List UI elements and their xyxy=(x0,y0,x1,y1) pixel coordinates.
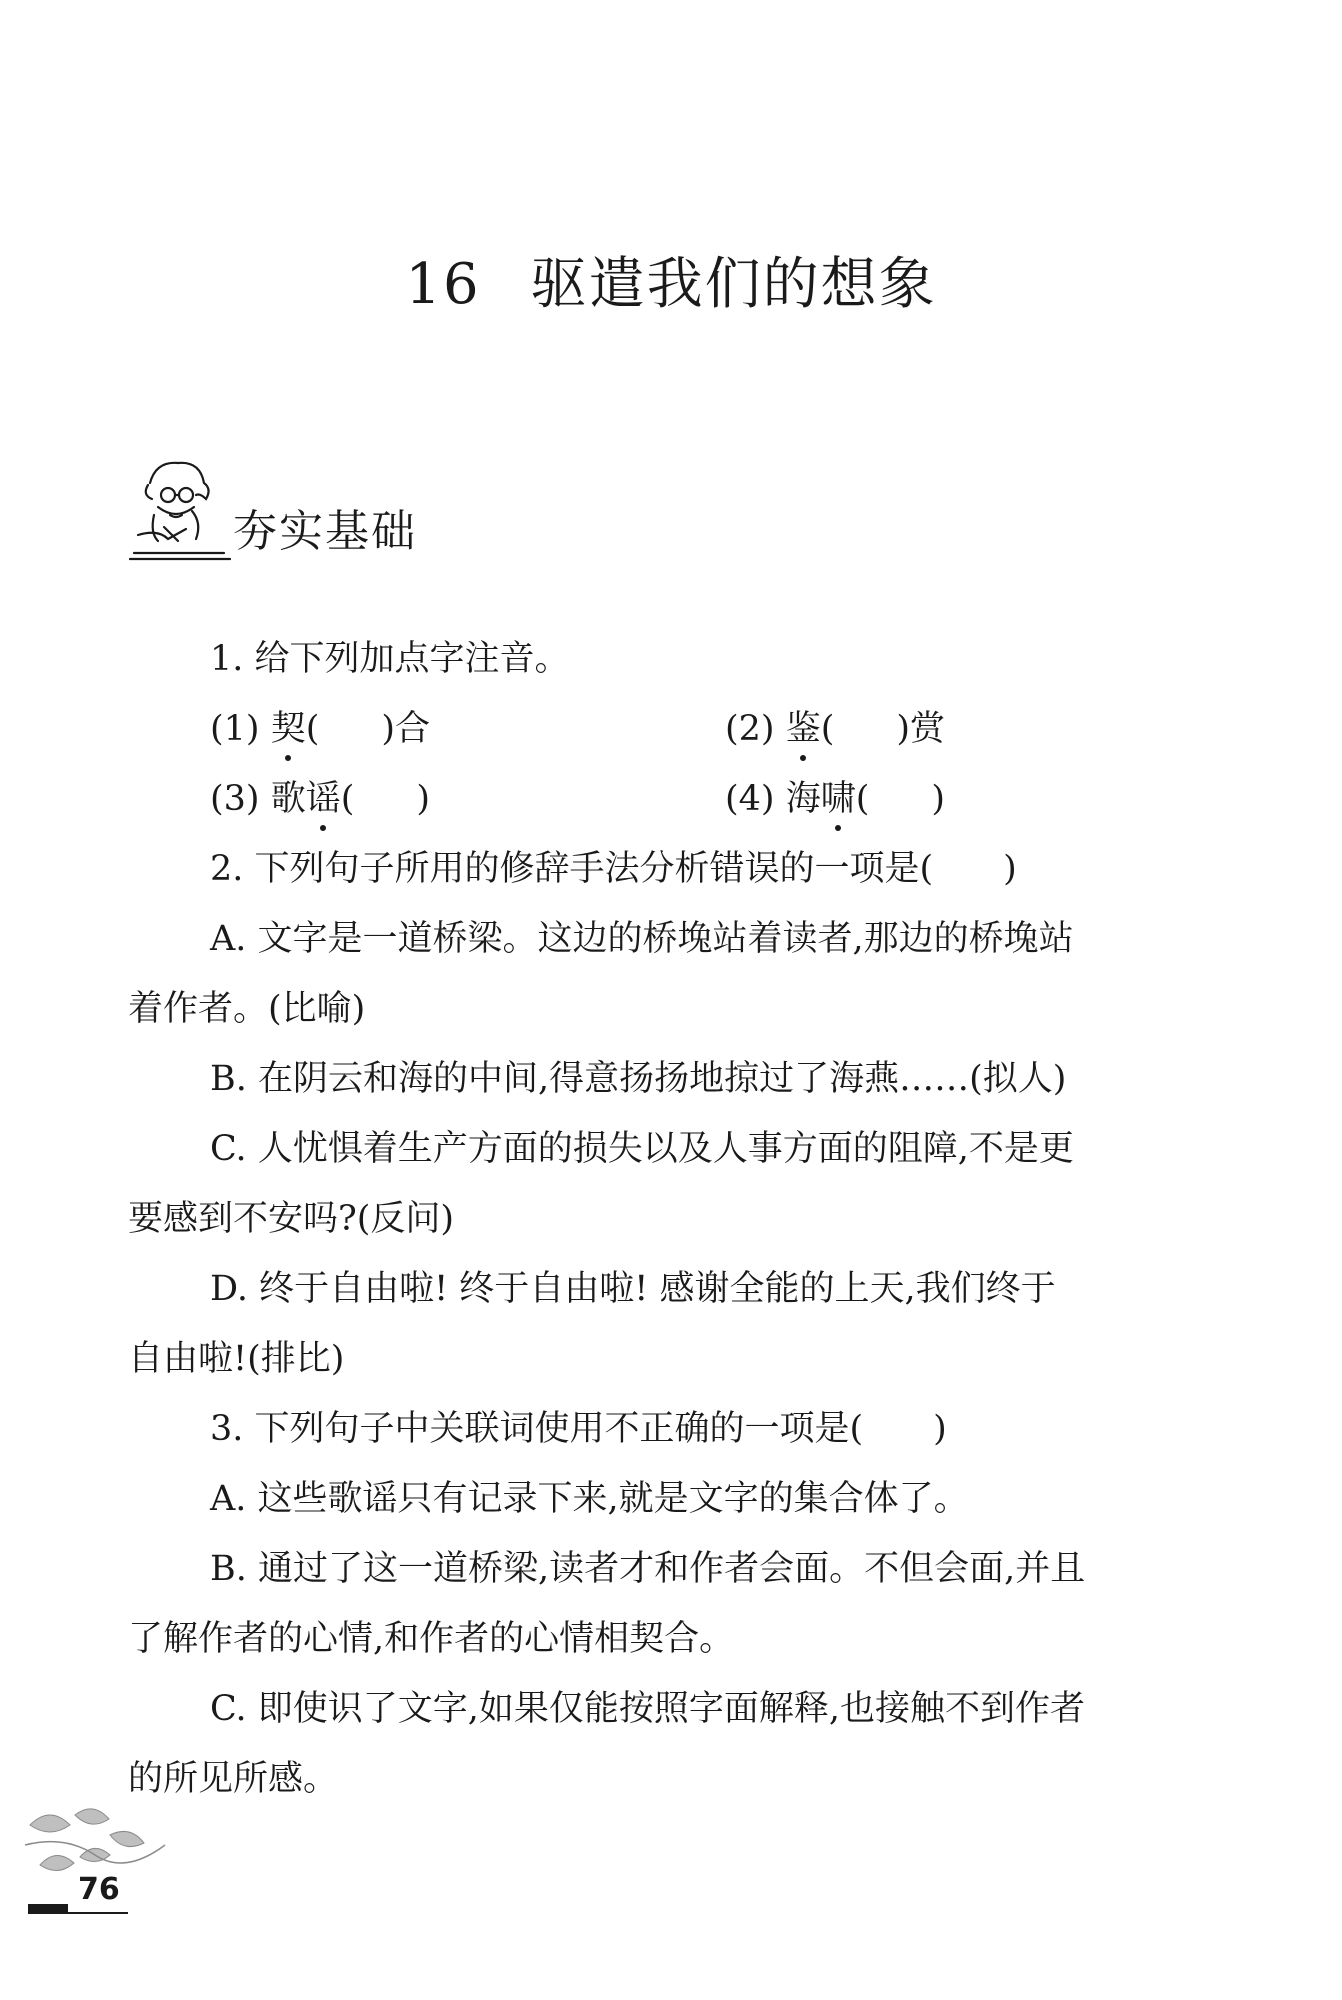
section-heading: 夯实基础 xyxy=(233,506,417,557)
q1-item-4: (4) 海啸( ) xyxy=(725,779,946,819)
lesson-title-text: 驱遣我们的想象 xyxy=(530,252,937,317)
q1-item-2: (2) 鉴( )赏 xyxy=(725,709,946,749)
q3-option-c-cont: 的所见所感。 xyxy=(128,1759,339,1799)
q3-option-c: C. 即使识了文字,如果仅能按照字面解释,也接触不到作者 xyxy=(210,1689,1086,1729)
q3-option-b-cont: 了解作者的心情,和作者的心情相契合。 xyxy=(128,1619,735,1659)
lesson-title xyxy=(0,240,1342,320)
footer-rule xyxy=(28,1912,128,1914)
q1-item-3: (3) 歌谣( ) xyxy=(210,779,431,819)
lesson-number: 16 xyxy=(405,252,481,317)
page-number: 76 xyxy=(78,1872,120,1907)
q2-option-a-cont: 着作者。(比喻) xyxy=(128,989,366,1029)
dotted-char: 鉴 xyxy=(785,709,821,749)
q3-option-a: A. 这些歌谣只有记录下来,就是文字的集合体了。 xyxy=(210,1479,969,1519)
section-header xyxy=(128,455,488,565)
footer-bar xyxy=(28,1904,68,1912)
teacher-mascot-icon xyxy=(128,455,238,565)
q3-stem: 3. 下列句子中关联词使用不正确的一项是( ) xyxy=(210,1409,947,1449)
q2-option-c-cont: 要感到不安吗?(反问) xyxy=(128,1199,455,1239)
q1-stem: 1. 给下列加点字注音。 xyxy=(210,639,570,679)
dotted-char: 啸 xyxy=(820,779,856,819)
q2-stem: 2. 下列句子所用的修辞手法分析错误的一项是( ) xyxy=(210,849,1017,889)
q2-option-d-cont: 自由啦!(排比) xyxy=(128,1339,345,1379)
q2-option-d: D. 终于自由啦! 终于自由啦! 感谢全能的上天,我们终于 xyxy=(210,1269,1056,1309)
q2-option-c: C. 人忧惧着生产方面的损失以及人事方面的阻障,不是更 xyxy=(210,1129,1074,1169)
q2-option-a: A. 文字是一道桥梁。这边的桥堍站着读者,那边的桥堍站 xyxy=(210,919,1074,959)
dotted-char: 谣 xyxy=(305,779,341,819)
q3-option-b: B. 通过了这一道桥梁,读者才和作者会面。不但会面,并且 xyxy=(210,1549,1086,1589)
q2-option-b: B. 在阴云和海的中间,得意扬扬地掠过了海燕……(拟人) xyxy=(210,1059,1067,1099)
dotted-char: 契 xyxy=(270,709,306,749)
q1-item-1: (1) 契( )合 xyxy=(210,709,431,749)
